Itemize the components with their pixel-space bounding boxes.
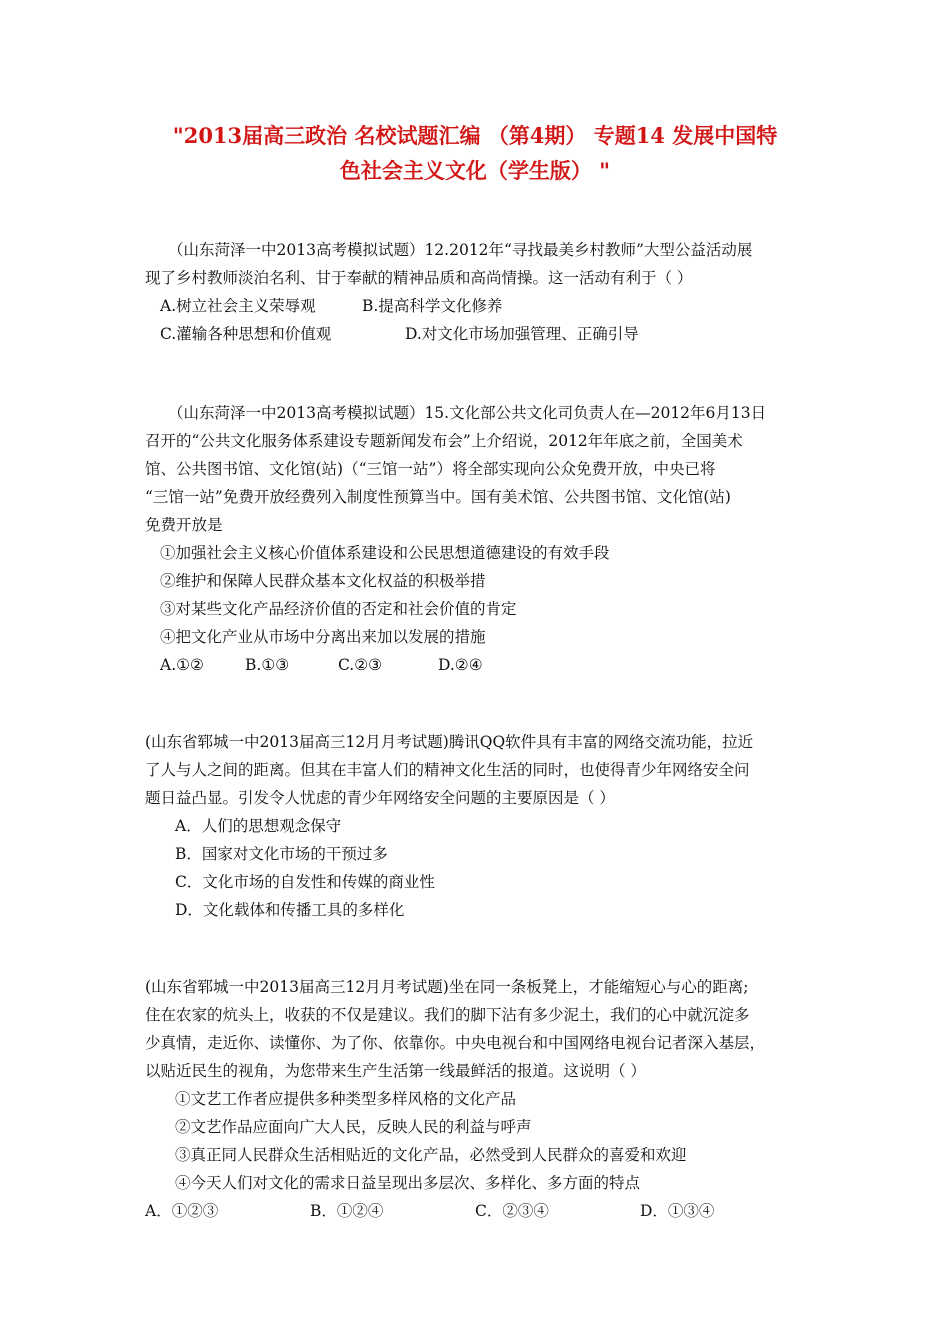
q2-statement-2: ②维护和保障人民群众基本文化权益的积极举措: [160, 572, 486, 590]
q2-option-d: D.②④: [438, 656, 483, 674]
q4-stem-line-4: 以贴近民生的视角，为您带来生产生活第一线最鲜活的报道。这说明（ ）: [145, 1062, 646, 1080]
q1-option-a: A.树立社会主义荣辱观: [160, 297, 316, 315]
q1-option-c: C.灌输各种思想和价值观: [160, 325, 332, 343]
q2-statement-4: ④把文化产业从市场中分离出来加以发展的措施: [160, 628, 486, 646]
q2-option-b: B.①③: [245, 656, 290, 674]
q3-stem-line-1: (山东省郓城一中2013届高三12月月考试题)腾讯QQ软件具有丰富的网络交流功能，拉近: [145, 733, 754, 751]
q4-stem-line-3: 少真情，走近你、读懂你、为了你、依靠你。中央电视台和中国网络电视台记者深入基层，: [145, 1034, 766, 1052]
q2-statement-3: ③对某些文化产品经济价值的否定和社会价值的肯定: [160, 600, 517, 618]
q3-stem-line-2: 了人与人之间的距离。但其在丰富人们的精神文化生活的同时，也使得青少年网络安全问: [145, 761, 750, 779]
q1-option-d: D.对文化市场加强管理、正确引导: [405, 325, 639, 343]
q3-option-c: C．文化市场的自发性和传媒的商业性: [175, 873, 435, 891]
q3-option-b: B．国家对文化市场的干预过多: [175, 845, 388, 863]
document-title-line-1: "2013届高三政治 名校试题汇编 （第4期） 专题14 发展中国特: [172, 123, 778, 148]
q1-stem-line-2: 现了乡村教师淡泊名利、甘于奉献的精神品质和高尚情操。这一活动有利于（ ）: [145, 269, 693, 287]
q4-statement-3: ③真正同人民群众生活相贴近的文化产品，必然受到人民群众的喜爱和欢迎: [175, 1146, 687, 1164]
q1-stem-line-1: （山东菏泽一中2013高考模拟试题）12.2012年“寻找最美乡村教师”大型公益活动展: [168, 241, 753, 259]
q4-option-b: B．①②④: [310, 1202, 384, 1220]
q2-statement-1: ①加强社会主义核心价值体系建设和公民思想道德建设的有效手段: [160, 544, 610, 562]
q4-stem-line-2: 住在农家的炕头上，收获的不仅是建议。我们的脚下沾有多少泥土，我们的心中就沉淀多: [145, 1006, 750, 1024]
q2-option-a: A.①②: [160, 656, 204, 674]
q3-option-d: D．文化载体和传播工具的多样化: [175, 901, 405, 919]
q4-option-d: D．①③④: [640, 1202, 715, 1220]
document-title-line-2: 色社会主义文化（学生版） ": [339, 158, 611, 183]
q2-stem-line-2: 召开的“公共文化服务体系建设专题新闻发布会”上介绍说，2012年年底之前，全国美术: [145, 432, 743, 450]
q4-stem-line-1: (山东省郓城一中2013届高三12月月考试题)坐在同一条板凳上，才能缩短心与心的距离;: [145, 978, 749, 996]
q4-option-a: A．①②③: [145, 1202, 219, 1220]
q3-option-a: A．人们的思想观念保守: [175, 817, 342, 835]
q4-statement-4: ④今天人们对文化的需求日益呈现出多层次、多样化、多方面的特点: [175, 1174, 641, 1192]
q2-option-c: C.②③: [338, 656, 383, 674]
q2-stem-line-1: （山东菏泽一中2013高考模拟试题）15.文化部公共文化司负责人在—2012年6月13日: [168, 404, 767, 422]
q2-stem-line-4: “三馆一站”免费开放经费列入制度性预算当中。国有美术馆、公共图书馆、文化馆(站): [145, 488, 731, 506]
q1-option-b: B.提高科学文化修养: [362, 297, 503, 315]
q2-stem-line-3: 馆、公共图书馆、文化馆(站)（“三馆一站”）将全部实现向公众免费开放，中央已将: [145, 460, 716, 478]
q4-statement-1: ①文艺工作者应提供多种类型多样风格的文化产品: [175, 1090, 517, 1108]
q4-statement-2: ②文艺作品应面向广大人民，反映人民的利益与呼声: [175, 1118, 532, 1136]
q2-stem-line-5: 免费开放是: [145, 516, 223, 534]
q3-stem-line-3: 题日益凸显。引发令人忧虑的青少年网络安全问题的主要原因是（ ）: [145, 789, 615, 807]
q4-option-c: C．②③④: [475, 1202, 549, 1220]
